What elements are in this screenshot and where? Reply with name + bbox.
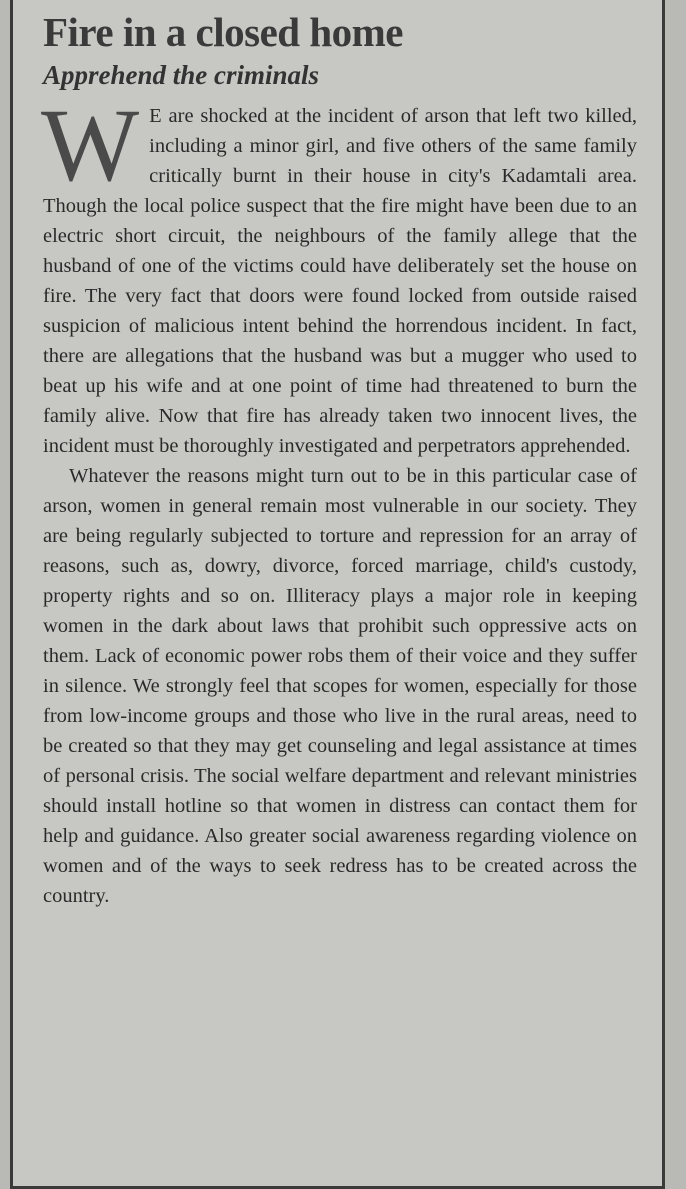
article-paragraph-2: Whatever the reasons might turn out to be in this particular case of arson, women in general remain most vulnerable in our society. They are being regularly subjected to torture and repression for an array of reasons, such as, dowry, divorce, forced marriage, child's custody, property rights and so on. Illiteracy plays a major role in keeping women in the dark about laws that prohibit such oppressive acts on them. Lack of economic power robs them of their voice and they suffer in silence. We strongly feel that scopes for women, especially for those from low-income groups and those who live in the rural areas, need to be created so that they may get counseling and legal assistance at times of personal crisis. The social welfare department and relevant ministries should install hotline so that women in distress can contact them for help and guidance. Also greater social awareness regarding violence on women and of the ways to seek redress has to be created across the country. bbox=[43, 465, 637, 907]
article-paragraph-1 bbox=[41, 88, 637, 461]
paragraph-lead-letter: E bbox=[149, 105, 162, 127]
editorial-article bbox=[43, 7, 637, 911]
article-subheadline: Apprehend the criminals bbox=[43, 60, 320, 90]
paragraph-1-text: are shocked at the incident of arson that left two killed, including a minor girl, and five others of the same family critically burnt in their house in city's Kadamtali area. Though the local police suspect that the fire might have been due to an electric short circuit, the neighbours of the family allege that the husband of one of the victims could have deliberately set the house on fire. The very fact that doors were found locked from outside raised suspicion of malicious intent behind the horrendous incident. In fact, there are allegations that the husband was but a mugger who used to beat up his wife and at one point of time had threatened to burn the family alive. Now that fire has already taken two innocent lives, the incident must be thoroughly investigated and perpetrators apprehended. bbox=[43, 105, 637, 457]
drop-cap: W bbox=[41, 88, 140, 203]
newspaper-clipping bbox=[10, 0, 665, 1189]
article-body bbox=[41, 88, 637, 911]
article-headline: Fire in a closed home bbox=[43, 9, 403, 55]
